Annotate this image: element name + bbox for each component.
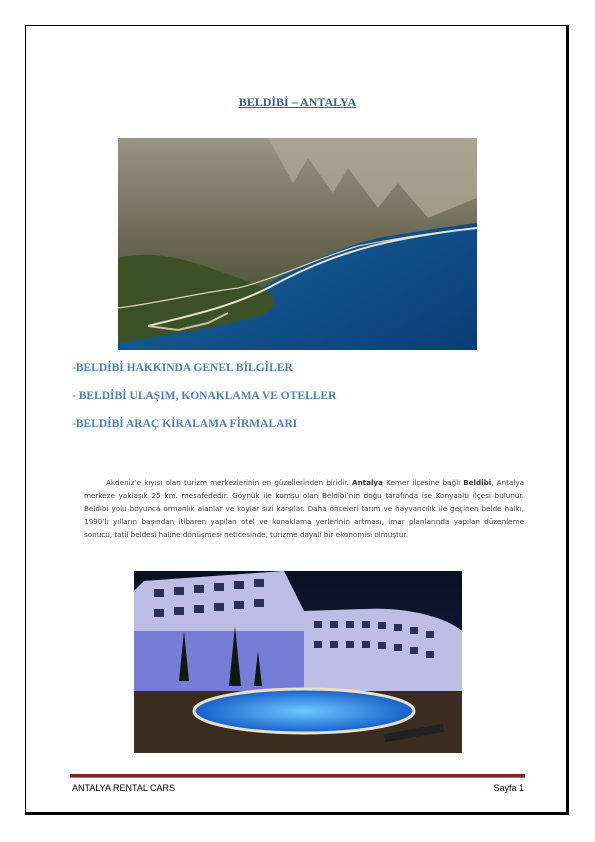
hotel-pool-night-photo [134,571,462,753]
paragraph-text-3: , Antalya merkeze yaklaşık 25 km. mesafededir. Göynük ile komşu olan Beldibi’nin doğu tarafında ise Konyaaltı ilçesi bulunur. Beldibi yolu boyunca ormanlık alanlar ve koylar sizi karşılar. Daha önceleri tarım ve hayvancılık ile geçinen belde halkı, 1990’lı yılların başından itibaren yapılan otel ve konaklama yerlerinin artması, imar planlarında yapılan düzenleme sonucu, tatil beldesi haline dönüşmesi neticesinde, turizme dayalı bir ekonomisi olmuştur. [84,478,525,539]
paragraph-bold-antalya: Antalya [352,478,383,487]
page-title: BELDİBİ – ANTALYA [238,95,357,109]
footer-divider [70,774,525,778]
paragraph-text-1: Akdeniz’e kıyısı olan turizm merkezlerinin en güzellerinden biridir. [106,478,352,487]
section-heading-general-info[interactable]: -BELDİBİ HAKKINDA GENEL BİLGİLER [72,362,293,374]
paragraph-bold-beldibi: Beldibi [463,478,492,487]
section-list [72,362,532,446]
paragraph-text-2: Kemer ilçesine bağlı [382,478,464,487]
section-heading-transport-hotels[interactable]: - BELDİBİ ULAŞIM, KONAKLAMA VE OTELLER [72,390,337,402]
intro-paragraph [84,476,524,541]
section-heading-car-rental[interactable]: -BELDİBİ ARAÇ KİRALAMA FİRMALARI [72,418,298,430]
footer-company: ANTALYA RENTAL CARS [72,783,176,793]
footer-page-number: Sayfa 1 [493,783,524,793]
aerial-coast-photo [118,138,477,350]
